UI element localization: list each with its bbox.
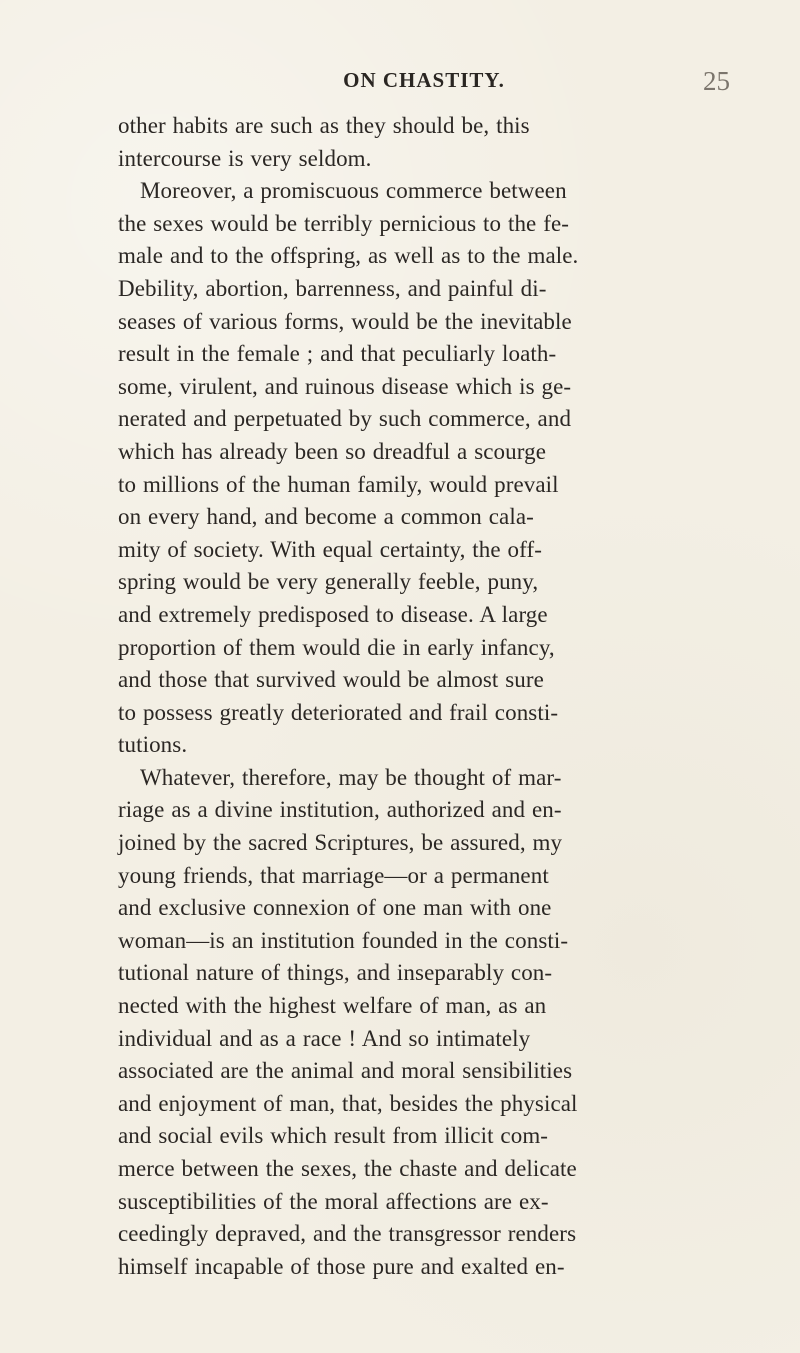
text-line-11: which has already been so dreadful a scourge: [118, 438, 547, 464]
text-line-17: proportion of them would die in early infancy,: [118, 634, 555, 660]
body-text: [118, 110, 730, 1283]
text-line-29: individual and as a race ! And so intimately: [118, 1025, 531, 1051]
text-line-14: mity of society. With equal certainty, the off-: [118, 536, 543, 562]
running-header: [118, 68, 730, 100]
text-line-7: seases of various forms, would be the inevitable: [118, 308, 572, 334]
text-line-32: and social evils which result from illicit com-: [118, 1123, 549, 1149]
text-line-31: and enjoyment of man, that, besides the physical: [118, 1090, 578, 1116]
text-line-10: nerated and perpetuated by such commerce, and: [118, 406, 572, 432]
text-line-1: other habits are such as they should be, this: [118, 113, 530, 138]
text-line-2: intercourse is very seldom.: [118, 145, 372, 171]
text-line-13: on every hand, and become a common cala-: [118, 504, 534, 530]
text-line-18: and those that survived would be almost sure: [118, 667, 544, 693]
text-line-21: Whatever, therefore, may be thought of mar-: [140, 764, 562, 790]
text-line-19: to possess greatly deteriorated and frail consti-: [118, 699, 559, 725]
text-line-23: joined by the sacred Scriptures, be assured, my: [118, 830, 563, 856]
running-title: ON CHASTITY.: [343, 68, 505, 92]
text-line-4: the sexes would be terribly pernicious to the fe-: [118, 210, 570, 236]
text-line-28: nected with the highest welfare of man, as an: [118, 993, 547, 1019]
text-line-25: and exclusive connexion of one man with one: [118, 895, 552, 921]
text-line-33: merce between the sexes, the chaste and delicate: [118, 1156, 577, 1181]
text-line-8: result in the female ; and that peculiarly loath-: [118, 341, 557, 367]
text-line-26: woman—is an institution founded in the consti-: [118, 927, 569, 953]
text-line-34: susceptibilities of the moral affections are ex-: [118, 1188, 549, 1214]
text-line-20: tutions.: [118, 732, 188, 758]
text-line-35: ceedingly depraved, and the transgressor renders: [118, 1221, 577, 1247]
text-line-15: spring would be very generally feeble, puny,: [118, 569, 539, 595]
text-line-3: Moreover, a promiscuous commerce between: [140, 178, 567, 204]
text-line-36: himself incapable of those pure and exalted en-: [118, 1253, 565, 1279]
text-line-27: tutional nature of things, and inseparably con-: [118, 960, 553, 986]
text-line-30: associated are the animal and moral sensibilities: [118, 1058, 573, 1084]
text-line-5: male and to the offspring, as well as to the male.: [118, 243, 579, 269]
page-number: 25: [703, 66, 730, 96]
text-line-22: riage as a divine institution, authorized and en-: [118, 797, 562, 823]
text-line-16: and extremely predisposed to disease. A large: [118, 601, 548, 627]
text-line-9: some, virulent, and ruinous disease which is ge-: [118, 373, 572, 399]
text-line-12: to millions of the human family, would prevail: [118, 471, 559, 497]
text-line-24: young friends, that marriage—or a permanent: [118, 862, 549, 888]
text-line-6: Debility, abortion, barrenness, and painful di-: [118, 275, 547, 301]
